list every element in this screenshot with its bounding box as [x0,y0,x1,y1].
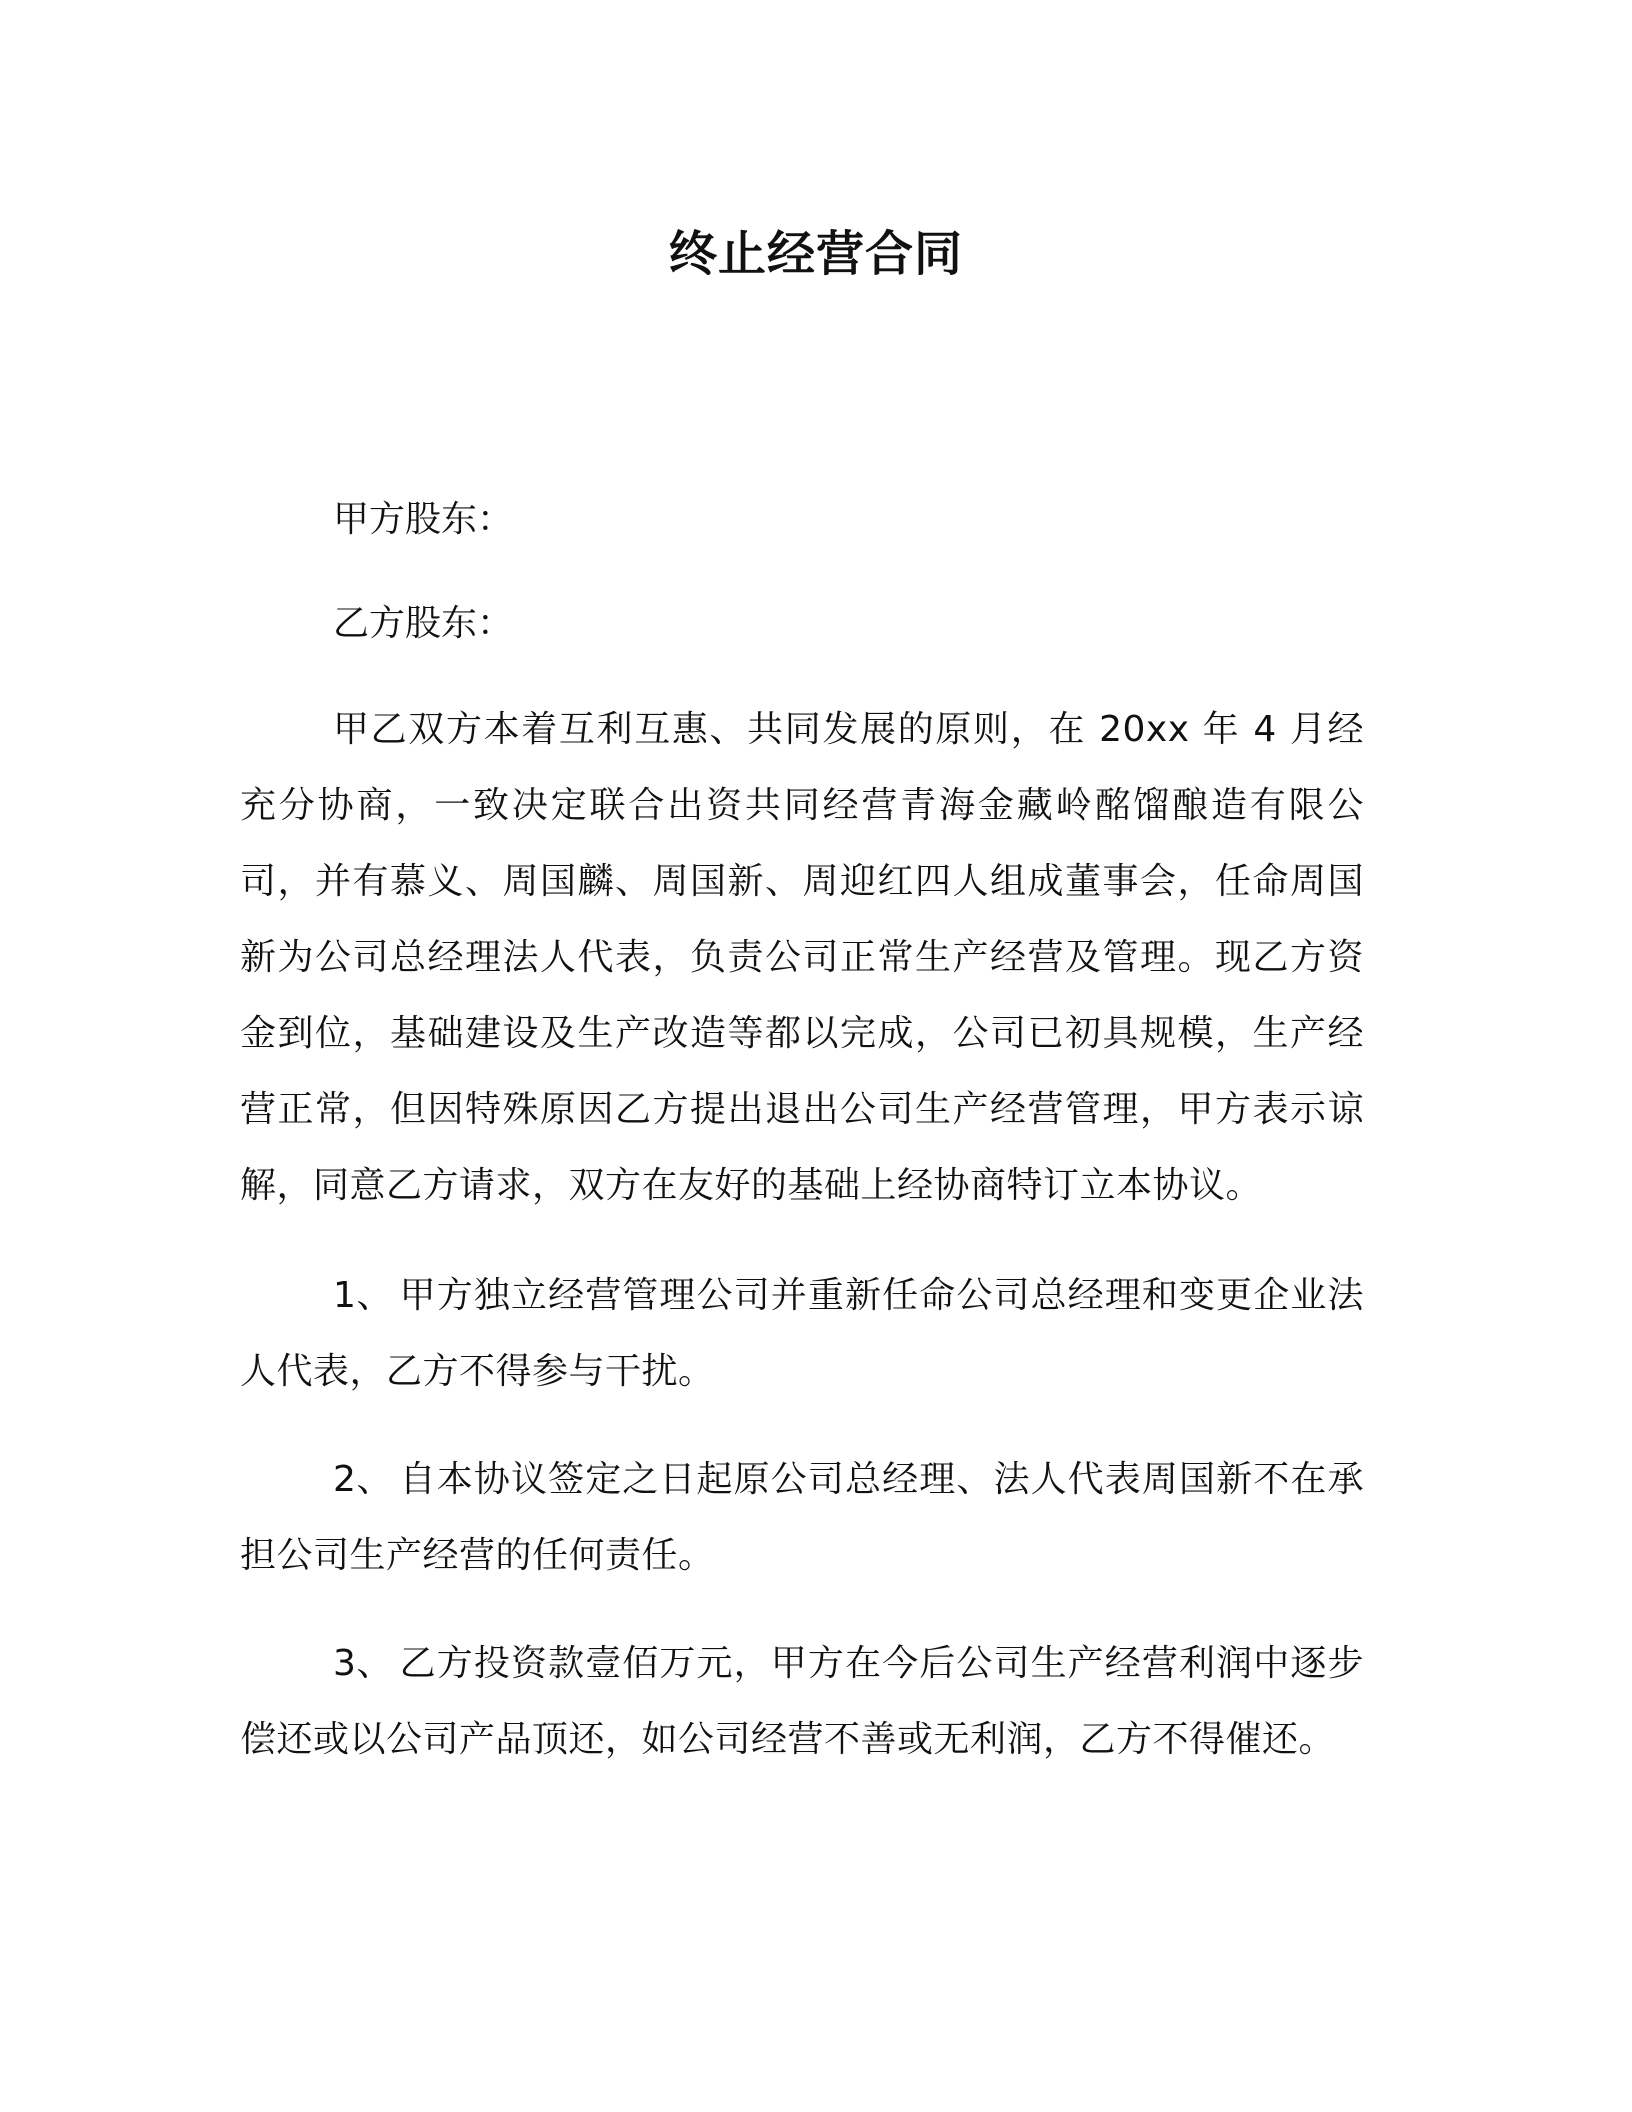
clause-3-text: 乙方投资款壹佰万元，甲方在今后公司生产经营利润中逐步偿还或以公司产品顶还，如公司经营不善或无利润，乙方不得催还。 [240,1643,1364,1760]
clause-1 [240,1258,1364,1410]
clause-2 [240,1442,1364,1594]
clause-3 [240,1626,1364,1778]
party-a-label: 甲方股东： [333,499,514,540]
party-b-label: 乙方股东： [333,603,514,644]
document-title: 终止经营合同 [668,226,963,282]
clause-2-number: 2、 [333,1459,393,1500]
intro-paragraph: 甲乙双方本着互利互惠、共同发展的原则，在 20xx 年 4 月经充分协商，一致决定联合出资共同经营青海金藏岭酩馏酿造有限公司，并有慕义、周国麟、周国新、周迎红四人组成董事会，任命周国新为公司总经理法人代表，负责公司正常生产经营及管理。现乙方资金到位，基础建设及生产改造等都以完成，公司已初具规模，生产经营正常，但因特殊原因乙方提出退出公司生产经营管理，甲方表示谅解，同意乙方请求，双方在友好的基础上经协商特订立本协议。 [240,709,1364,1206]
clause-1-number: 1、 [333,1275,393,1316]
clause-3-number: 3、 [333,1643,393,1684]
clause-1-text: 甲方独立经营管理公司并重新任命公司总经理和变更企业法人代表，乙方不得参与干扰。 [240,1275,1364,1392]
clause-2-text: 自本协议签定之日起原公司总经理、法人代表周国新不在承担公司生产经营的任何责任。 [240,1459,1364,1576]
